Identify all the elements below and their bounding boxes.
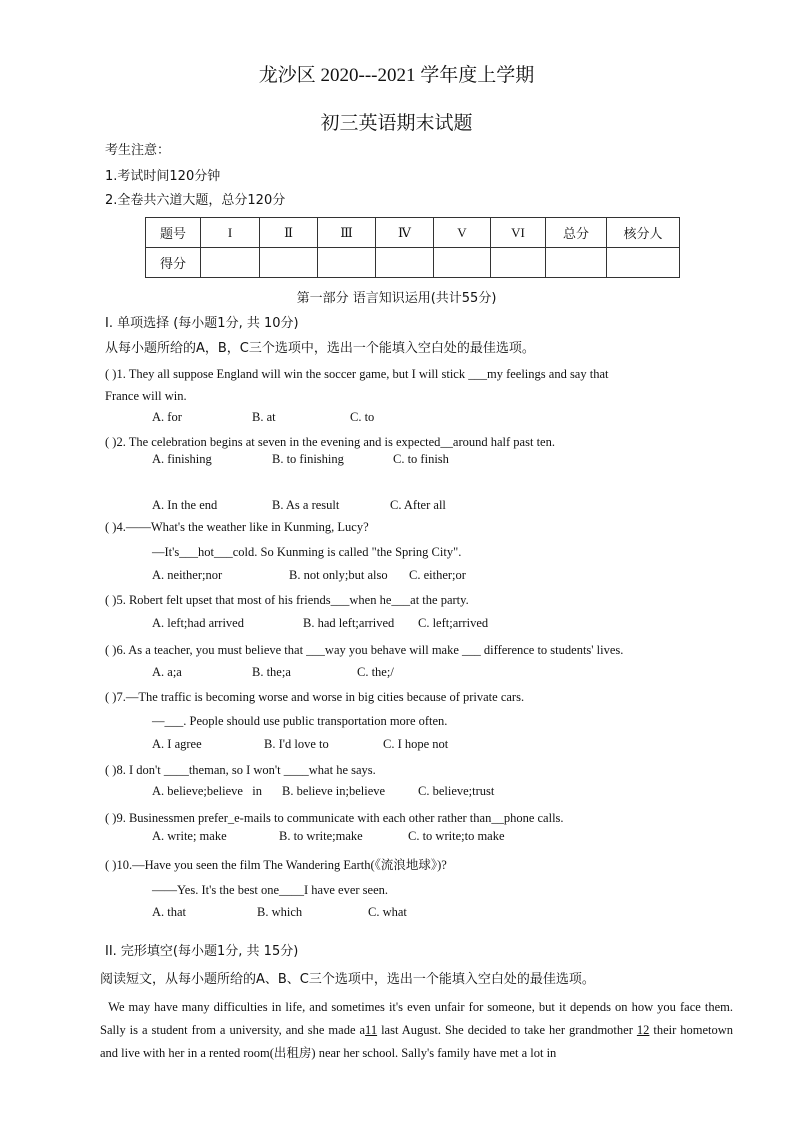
question-5: ( )5. Robert felt upset that most of his friends___when he___at the party. (105, 593, 469, 607)
option-b: B. at (252, 410, 276, 424)
blank-11: 11 (365, 1023, 378, 1037)
question-1-cont: France will win. (105, 389, 187, 403)
question-10-cont: ——Yes. It's the best one____I have ever seen. (152, 883, 388, 897)
score-cell (201, 248, 260, 278)
table-cell: Ⅳ (376, 218, 434, 248)
option-c: C. what (368, 905, 407, 919)
score-cell (376, 248, 434, 278)
option-c: C. to (350, 410, 375, 424)
option-a: A. believe;believe in (152, 784, 263, 798)
passage-text: We may have many difficulties in life, and sometimes it's even unfair for someone, but it depends on how you face them. Sally is a student from a university, and she made a (100, 1000, 733, 1037)
option-a: A. left;had arrived (152, 616, 244, 630)
blank-12: 12 (636, 1023, 650, 1037)
option-b: B. As a result (272, 498, 340, 512)
page-subtitle: 初三英语期末试题 (320, 113, 473, 134)
passage-text: last August. She decided to take her grandmother (381, 1023, 633, 1037)
table-cell: 题号 (146, 218, 201, 248)
passage-text: their hometown and live with her in a rented room(出租房) near her school. Sally's family have met a lot in (100, 1023, 734, 1060)
option-c: C. the;/ (357, 665, 394, 679)
table-cell: 得分 (146, 248, 201, 278)
option-b: B. to finishing (272, 452, 344, 466)
option-b: B. had left;arrived (303, 616, 395, 630)
score-cell (260, 248, 318, 278)
option-a: A. write; make (152, 829, 227, 843)
option-a: A. a;a (152, 665, 182, 679)
option-b: B. the;a (252, 665, 291, 679)
table-cell: 核分人 (607, 218, 680, 248)
score-cell (607, 248, 680, 278)
option-c: C. left;arrived (418, 616, 489, 630)
score-cell (546, 248, 607, 278)
score-cell (491, 248, 546, 278)
option-c: C. either;or (409, 568, 466, 582)
option-a: A. In the end (152, 498, 218, 512)
table-cell: V (434, 218, 491, 248)
table-cell: Ⅱ (260, 218, 318, 248)
section-title: II. 完形填空(每小题1分, 共 15分) (105, 944, 299, 959)
option-c: C. I hope not (383, 737, 449, 751)
table-cell: 总分 (546, 218, 607, 248)
table-cell: Ⅲ (318, 218, 376, 248)
question-9: ( )9. Businessmen prefer_e-mails to communicate with each other rather than__phone calls. (105, 811, 564, 825)
section-title: I. 单项选择 (每小题1分, 共 10分) (105, 316, 299, 331)
notice-heading: 考生注意： (105, 143, 171, 158)
option-b: B. to write;make (279, 829, 363, 843)
notice-line: 2.全卷共六道大题，总分120分 (105, 193, 286, 208)
question-1: ( )1. They all suppose England will win the soccer game, but I will stick ___my feelings and say that (105, 367, 609, 381)
score-cell (318, 248, 376, 278)
question-7: ( )7.—The traffic is becoming worse and worse in big cities because of private cars. (105, 690, 525, 704)
option-a: A. I agree (152, 737, 202, 751)
question-6: ( )6. As a teacher, you must believe that ___way you behave will make ___ difference to students' lives. (105, 643, 624, 657)
score-table-header-row (146, 218, 680, 248)
question-10: ( )10.—Have you seen the film The Wandering Earth(《流浪地球》)? (105, 858, 447, 872)
score-table (145, 217, 680, 278)
option-b: B. not only;but also (289, 568, 388, 582)
option-b: B. which (257, 905, 303, 919)
option-a: A. that (152, 905, 187, 919)
score-cell (434, 248, 491, 278)
question-2: ( )2. The celebration begins at seven in the evening and is expected__around half past ten. (105, 435, 555, 449)
option-a: A. neither;nor (152, 568, 223, 582)
question-4: ( )4.——What's the weather like in Kunming, Lucy? (105, 520, 369, 534)
option-c: C. to write;to make (408, 829, 505, 843)
option-c: C. to finish (393, 452, 449, 466)
option-c: C. After all (390, 498, 446, 512)
question-4-cont: —It's___hot___cold. So Kunming is called "the Spring City". (152, 545, 462, 559)
table-cell: I (201, 218, 260, 248)
score-table-row (146, 248, 680, 278)
part-title: 第一部分 语言知识运用(共计55分) (296, 291, 497, 306)
option-b: B. believe in;believe (282, 784, 386, 798)
table-cell: VI (491, 218, 546, 248)
question-7-cont: —___. People should use public transportation more often. (152, 714, 448, 728)
option-b: B. I'd love to (264, 737, 329, 751)
section-instruction: 从每小题所给的A，B，C三个选项中，选出一个能填入空白处的最佳选项。 (105, 341, 535, 356)
cloze-passage (100, 996, 733, 1065)
section-instruction: 阅读短文，从每小题所给的A、B、C三个选项中，选出一个能填入空白处的最佳选项。 (100, 972, 595, 987)
notice-line: 1.考试时间120分钟 (105, 169, 221, 184)
option-a: A. for (152, 410, 182, 424)
option-c: C. believe;trust (418, 784, 495, 798)
question-8: ( )8. I don't ____theman, so I won't ____what he says. (105, 763, 376, 777)
option-a: A. finishing (152, 452, 212, 466)
page-title: 龙沙区 2020---2021 学年度上学期 (258, 65, 535, 86)
